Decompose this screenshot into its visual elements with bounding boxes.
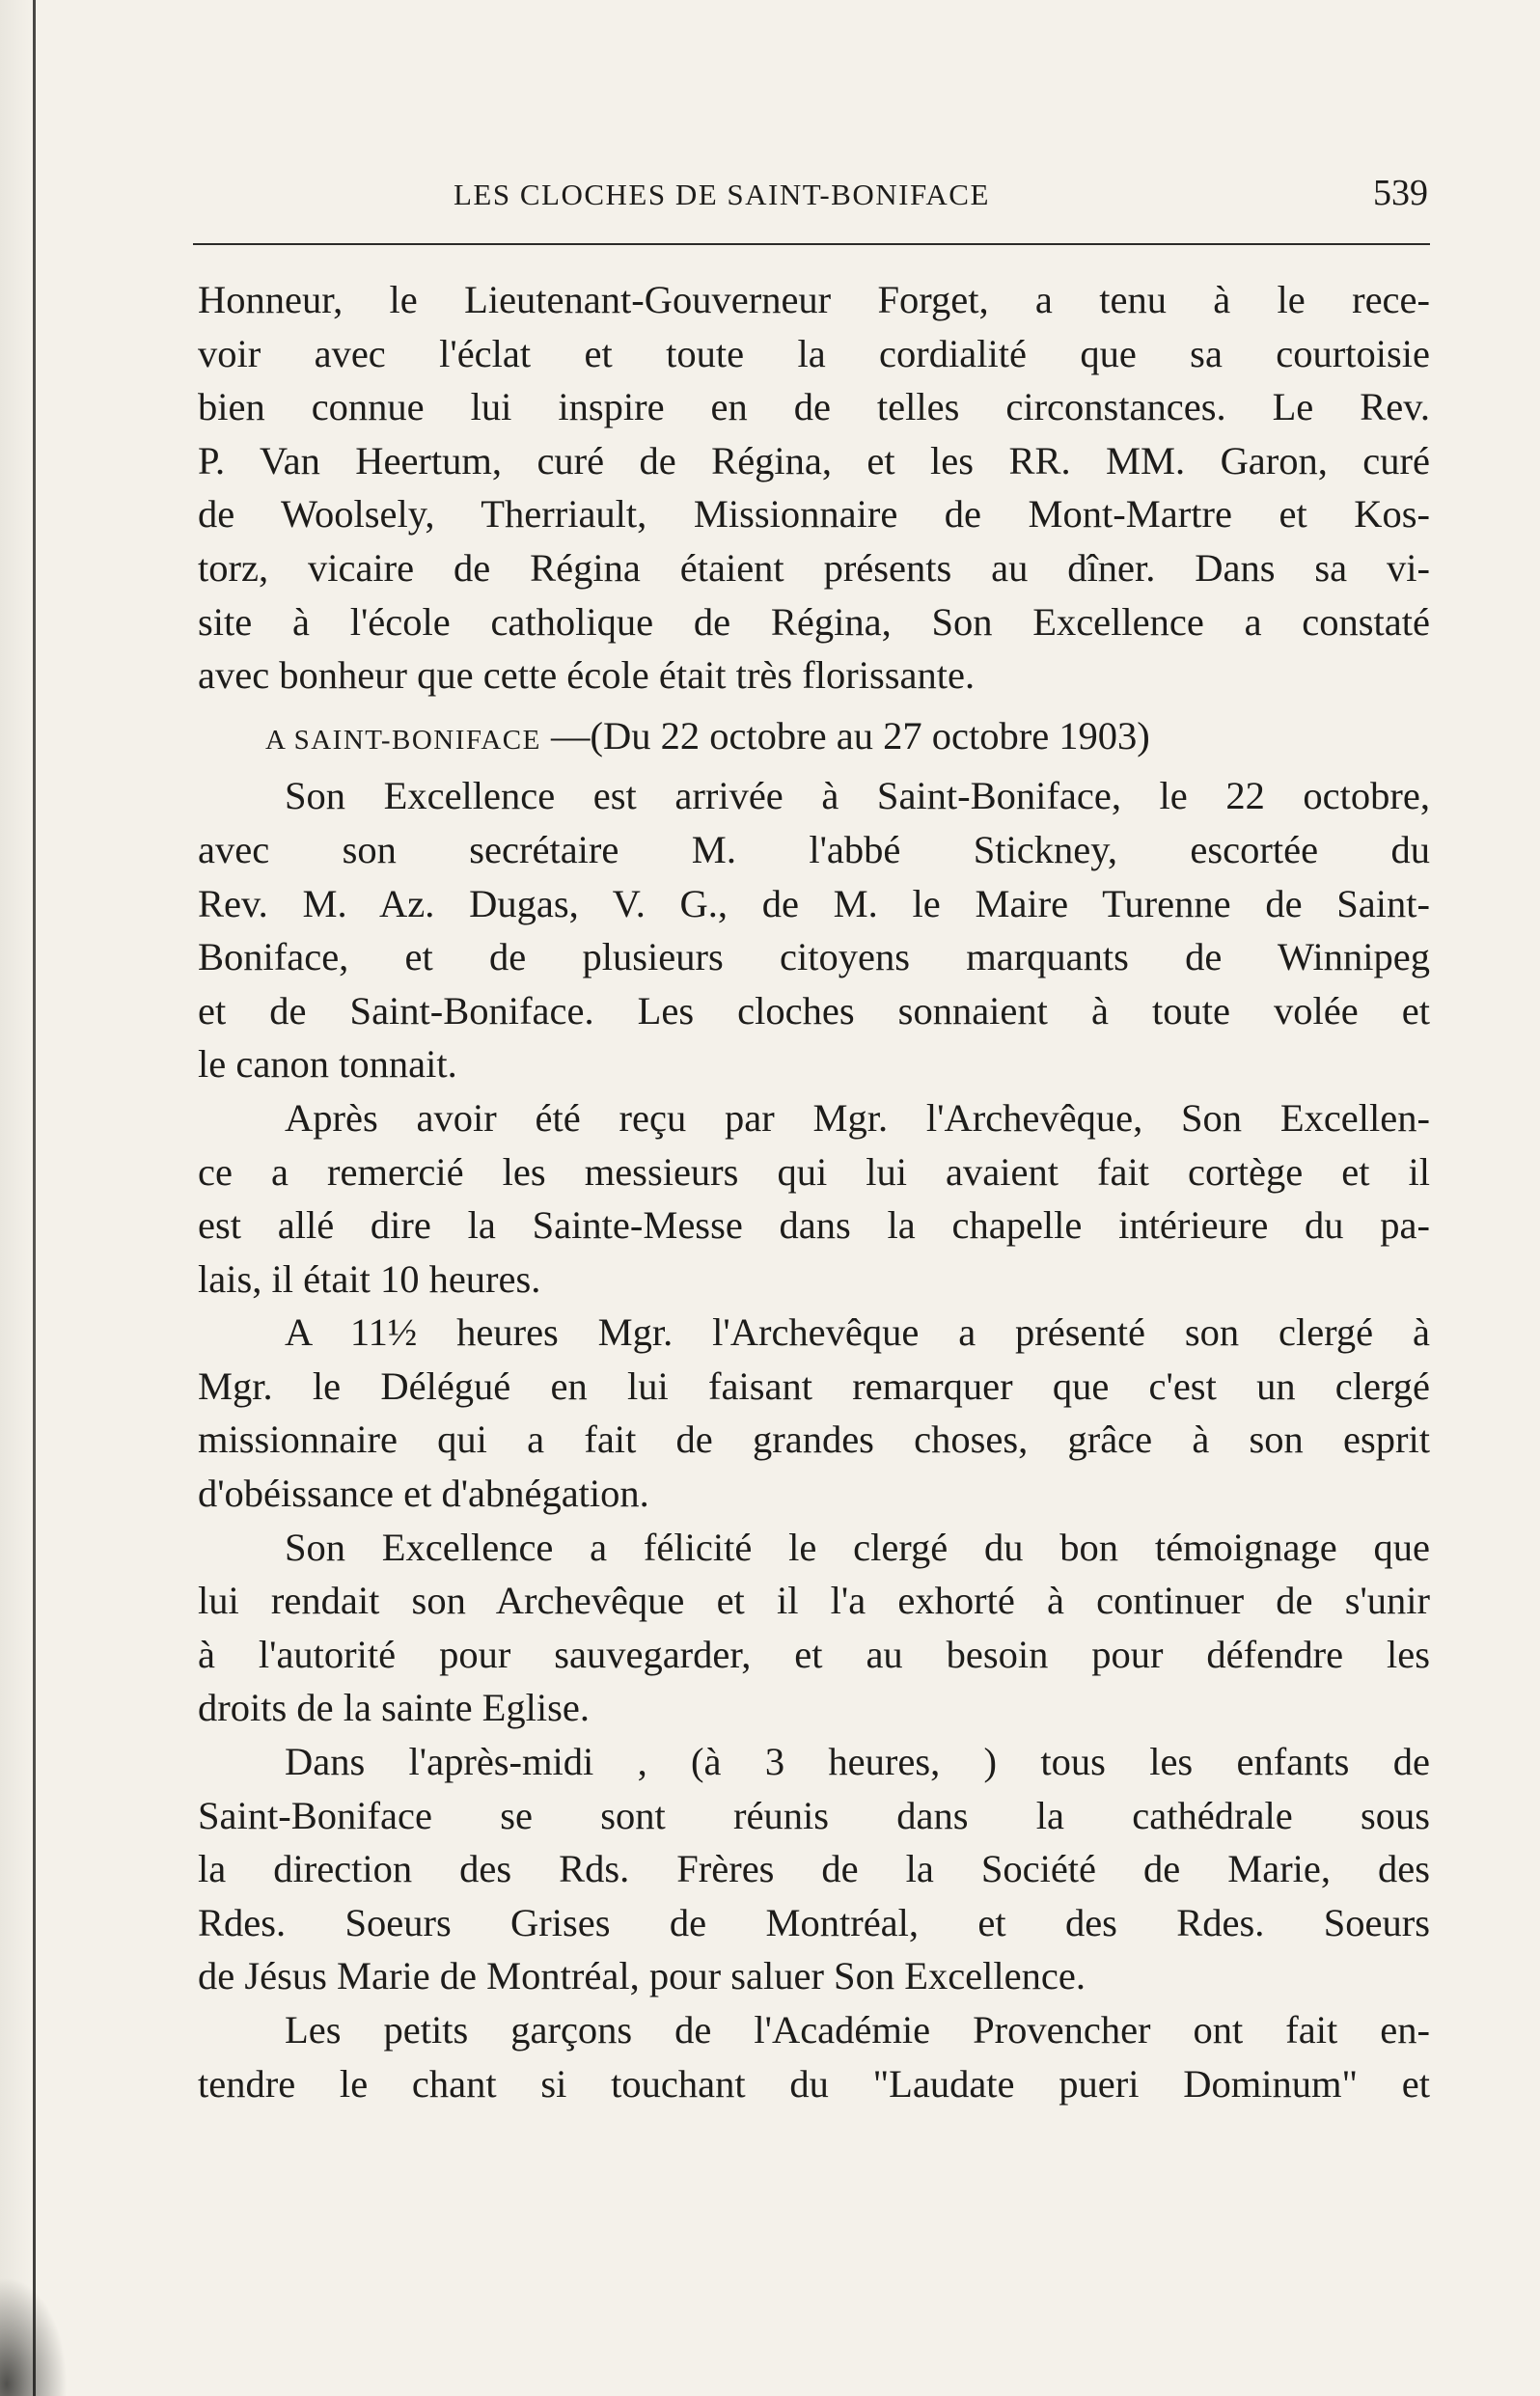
page-gutter-edge — [33, 0, 36, 2396]
spacer — [198, 762, 1430, 769]
running-header — [198, 172, 1428, 220]
text-line: lui rendait son Archevêque et il l'a exhorté à continuer de s'unir — [198, 1579, 1430, 1623]
text-line: le canon tonnait. — [198, 1042, 457, 1087]
text-line: site à l'école catholique de Régina, Son Excellence a constaté — [198, 599, 1430, 644]
text-line: Honneur, le Lieutenant-Gouverneur Forget, a tenu à le rece- — [198, 278, 1430, 321]
paragraph-3 — [198, 1091, 1430, 1306]
text-line: Rev. M. Az. Dugas, V. G., de M. le Maire Turenne de Saint- — [198, 881, 1430, 925]
text-line: avec bonheur que cette école était très florissante. — [198, 653, 976, 698]
text-line: de Jésus Marie de Montréal, pour saluer Son Excellence. — [198, 1954, 1086, 1998]
text-line: A 11½ heures Mgr. l'Archevêque a présenté son clergé à — [285, 1310, 1430, 1355]
text-line: Son Excellence est arrivée à Saint-Boniface, le 22 octobre, — [285, 774, 1430, 818]
text-line: torz, vicaire de Régina étaient présents au dîner. Dans sa vi- — [198, 545, 1430, 590]
text-line: Saint-Boniface se sont réunis dans la cathédrale sous — [198, 1793, 1430, 1837]
header-rule — [193, 243, 1430, 245]
text-line: Dans l'après-midi , (à 3 heures, ) tous les enfants de — [285, 1740, 1430, 1784]
page-gutter-shadow — [0, 0, 33, 2396]
text-line: Rdes. Soeurs Grises de Montréal, et des Rdes. Soeurs — [198, 1900, 1430, 1944]
text-line: bien connue lui inspire en de telles circonstances. Le Rev. — [198, 385, 1430, 429]
text-line: tendre le chant si touchant du "Laudate pueri Dominum" et — [198, 2061, 1430, 2106]
text-line: Boniface, et de plusieurs citoyens marquants de Winnipeg — [198, 935, 1430, 979]
text-line: droits de la sainte Eglise. — [198, 1686, 591, 1730]
text-line: ce a remercié les messieurs qui lui avaient fait cortège et il — [198, 1149, 1430, 1194]
text-line: à l'autorité pour sauvegarder, et au besoin pour défendre les — [198, 1632, 1430, 1676]
subheading-place: A SAINT-BONIFACE — [265, 724, 541, 756]
text-line: la direction des Rds. Frères de la Société de Marie, des — [198, 1847, 1430, 1891]
section-subheading — [198, 709, 1430, 763]
text-line: Son Excellence a félicité le clergé du bon témoignage que — [285, 1525, 1430, 1569]
text-line: P. Van Heertum, curé de Régina, et les RR. MM. Garon, curé — [198, 438, 1430, 482]
page-body — [198, 273, 1430, 2135]
spacer — [198, 702, 1430, 709]
text-line: de Woolsely, Therriault, Missionnaire de Mont-Martre et Kos- — [198, 492, 1430, 537]
scan-smudge — [0, 2277, 68, 2396]
paragraph-2 — [198, 769, 1430, 1091]
paragraph-5 — [198, 1521, 1430, 1735]
running-title: LES CLOCHES DE SAINT-BONIFACE — [454, 178, 990, 211]
paragraph-6 — [198, 1735, 1430, 2003]
subheading-dates: —(Du 22 octobre au 27 octobre 1903) — [550, 713, 1150, 757]
paragraph-4 — [198, 1306, 1430, 1520]
page-number: 539 — [1373, 173, 1428, 213]
text-line: et de Saint-Boniface. Les cloches sonnaient à toute volée et — [198, 988, 1430, 1033]
text-line: avec son secrétaire M. l'abbé Stickney, escortée du — [198, 827, 1430, 871]
text-line: Les petits garçons de l'Académie Provencher ont fait en- — [285, 2008, 1430, 2052]
paragraph-7 — [198, 2003, 1430, 2110]
text-line: est allé dire la Sainte-Messe dans la chapelle intérieure du pa- — [198, 1203, 1430, 1248]
text-line: Mgr. le Délégué en lui faisant remarquer que c'est un clergé — [198, 1363, 1430, 1408]
text-line: Après avoir été reçu par Mgr. l'Archevêque, Son Excellen- — [285, 1095, 1430, 1140]
text-line: voir avec l'éclat et toute la cordialité que sa courtoisie — [198, 331, 1430, 375]
paragraph-1 — [198, 273, 1430, 702]
text-line: lais, il était 10 heures. — [198, 1256, 541, 1301]
text-line: missionnaire qui a fait de grandes choses, grâce à son esprit — [198, 1418, 1430, 1462]
text-line: d'obéissance et d'abnégation. — [198, 1472, 649, 1516]
